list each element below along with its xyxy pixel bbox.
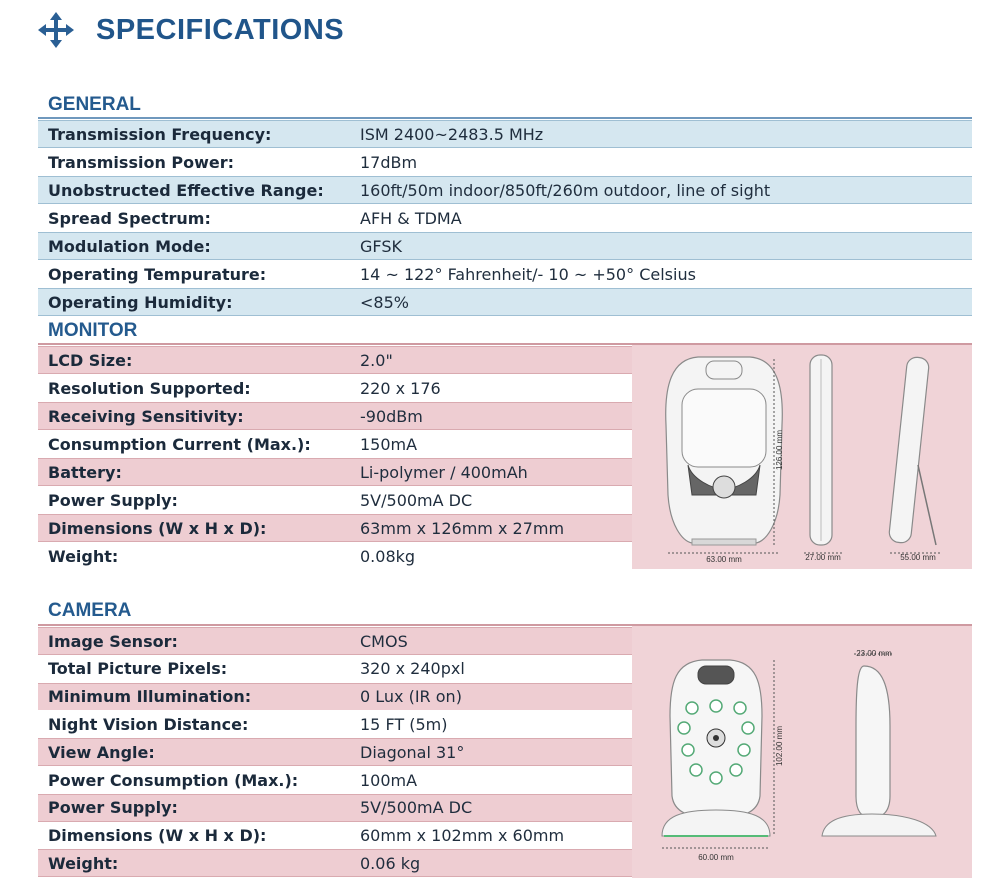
spec-label: Modulation Mode: [48,236,211,256]
spec-value: 100mA [360,770,418,790]
spec-value: 0.08kg [360,546,416,566]
camera-section-title: CAMERA [48,600,132,621]
spec-value: 320 x 240pxl [360,659,465,679]
spec-row [38,683,632,711]
spec-label: Dimensions (W x H x D): [48,518,267,538]
spec-value: 220 x 176 [360,378,441,398]
spec-row [38,260,972,288]
spec-label: Total Picture Pixels: [48,659,228,679]
spec-row [38,176,972,204]
spec-value: 14 ~ 122° Fahrenheit/- 10 ~ +50° Celsius [360,264,696,284]
spec-value: 0 Lux (IR on) [360,687,462,707]
spec-label: Operating Tempurature: [48,264,267,284]
spec-row [38,849,632,877]
spec-label: Operating Humidity: [48,292,233,312]
spec-row [38,148,972,176]
spec-label: Transmission Power: [48,152,235,172]
spec-row [38,232,972,260]
spec-row [38,204,972,232]
spec-value: ISM 2400~2483.5 MHz [360,124,544,144]
page-title: SPECIFICATIONS [96,13,345,46]
spec-label: Power Supply: [48,490,178,510]
spec-row [38,766,632,794]
spec-label: Image Sensor: [48,631,178,651]
spec-label: Minimum Illumination: [48,687,252,707]
monitor-dimension-drawing [632,345,972,569]
spec-value: 0.06 kg [360,853,421,873]
cross-arrows-icon [36,10,76,50]
general-divider [38,117,972,119]
spec-label: Weight: [48,546,119,566]
spec-label: LCD Size: [48,350,133,370]
spec-row [38,430,632,458]
spec-value: GFSK [360,236,402,256]
spec-label: Power Supply: [48,798,178,818]
monitor-height-label: 126.00 mm [775,429,784,471]
spec-value: 2.0" [360,350,393,370]
monitor-section-title: MONITOR [48,320,138,341]
spec-label: Transmission Frequency: [48,124,272,144]
camera-drawing-panel [632,626,972,878]
spec-label: View Angle: [48,742,155,762]
spec-row [38,655,632,683]
monitor-stand-depth-label: 55.00 mm [900,553,936,562]
spec-value: -90dBm [360,406,423,426]
spec-value: Diagonal 31° [360,742,465,762]
spec-row [38,627,632,655]
camera-depth-label: 23.00 mm [856,649,892,658]
spec-value: Li-polymer / 400mAh [360,462,528,482]
spec-value: AFH & TDMA [360,208,462,228]
spec-row [38,486,632,514]
spec-row [38,514,632,542]
camera-width-label: 60.00 mm [698,853,734,862]
spec-row [38,346,632,374]
spec-row [38,374,632,402]
spec-label: Power Consumption (Max.): [48,770,299,790]
monitor-width-label: 63.00 mm [706,555,742,564]
spec-row [38,458,632,486]
spec-label: Resolution Supported: [48,378,251,398]
spec-value: 5V/500mA DC [360,490,473,510]
spec-value: 150mA [360,434,418,454]
spec-row [38,120,972,148]
spec-row [38,288,972,316]
spec-label: Battery: [48,462,122,482]
camera-dimension-drawing [632,626,972,878]
spec-value: 60mm x 102mm x 60mm [360,826,565,846]
spec-label: Consumption Current (Max.): [48,434,311,454]
spec-label: Receiving Sensitivity: [48,406,244,426]
spec-value: 17dBm [360,152,418,172]
monitor-drawing-panel [632,345,972,569]
spec-row [38,738,632,766]
spec-label: Weight: [48,853,119,873]
spec-value: 5V/500mA DC [360,798,473,818]
spec-value: <85% [360,292,409,312]
spec-row [38,542,632,570]
spec-label: Dimensions (W x H x D): [48,826,267,846]
spec-row [38,822,632,850]
spec-row [38,710,632,738]
page-header [36,10,344,50]
spec-value: 15 FT (5m) [360,714,448,734]
spec-row [38,402,632,430]
spec-value: 160ft/50m indoor/850ft/260m outdoor, line of sight [360,180,771,200]
camera-height-label: 102.00 mm [775,725,784,767]
spec-value: 63mm x 126mm x 27mm [360,518,565,538]
spec-label: Spread Spectrum: [48,208,211,228]
spec-label: Night Vision Distance: [48,714,249,734]
monitor-depth-label: 27.00 mm [805,553,841,562]
general-section-title: GENERAL [48,94,141,115]
spec-row [38,794,632,822]
spec-value: CMOS [360,631,408,651]
spec-label: Unobstructed Effective Range: [48,180,324,200]
